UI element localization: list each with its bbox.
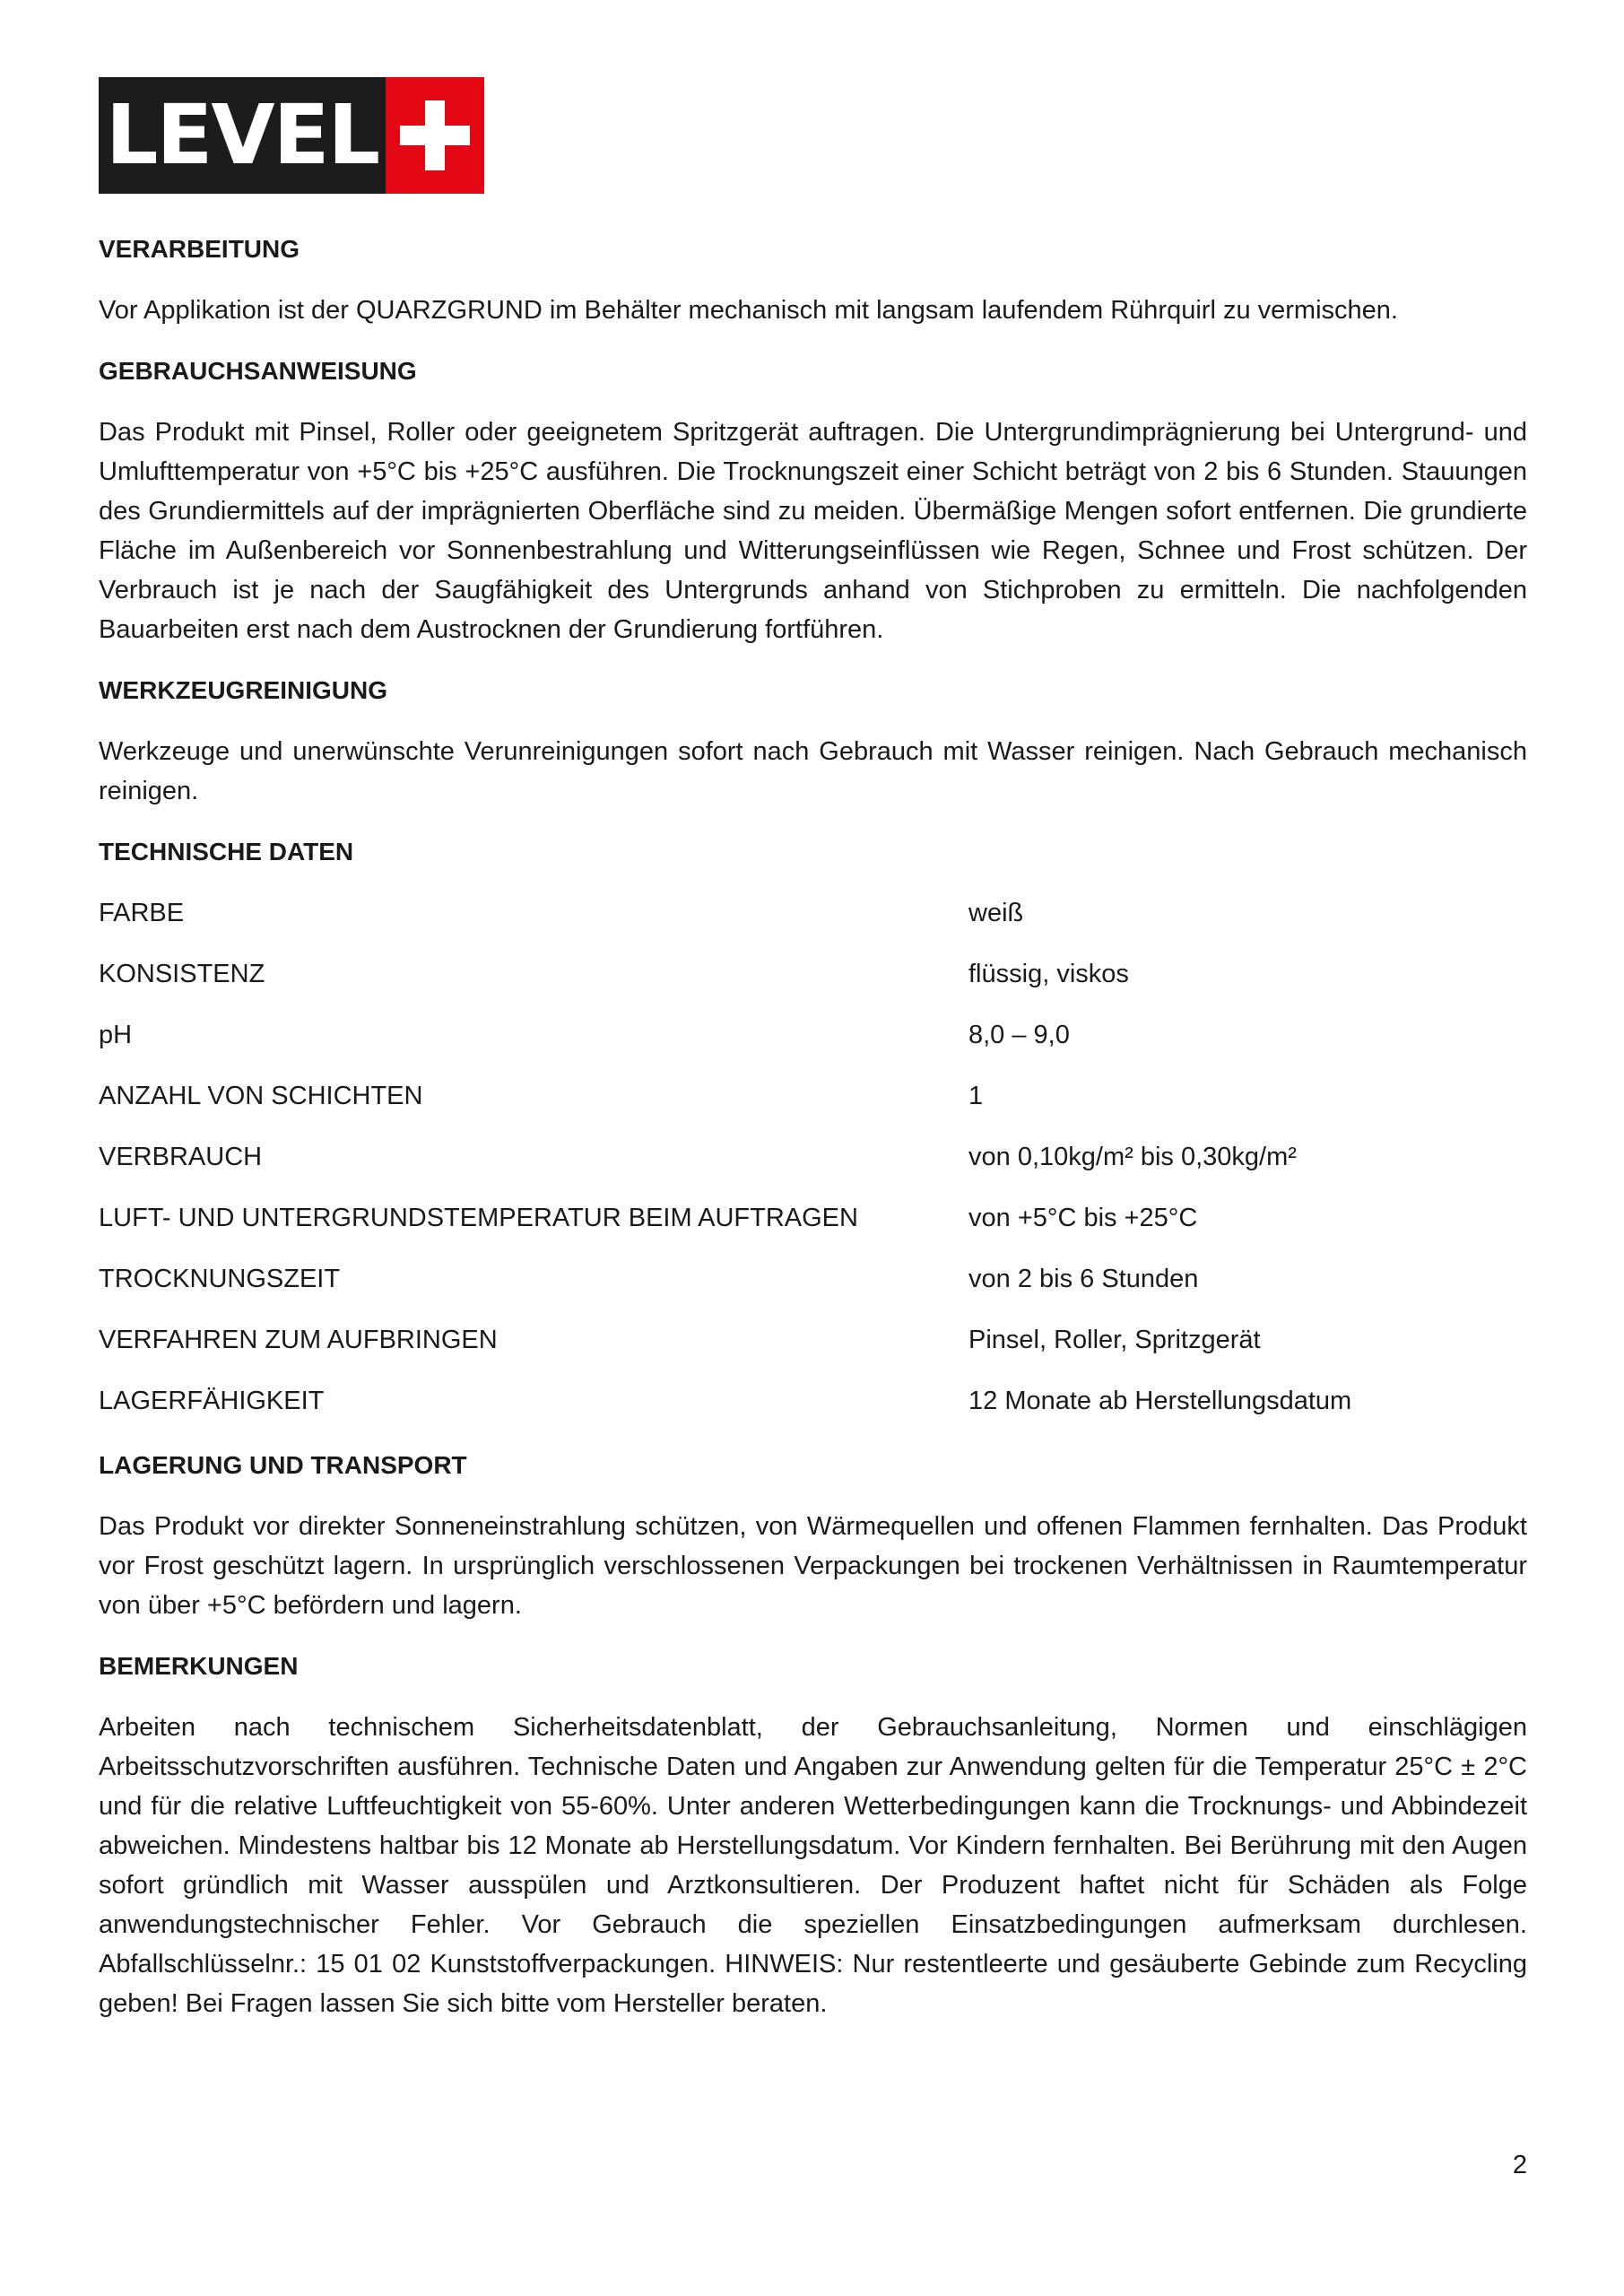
- technical-data-table: [99, 893, 1527, 1424]
- section-heading-gebrauchsanweisung: GEBRAUCHSANWEISUNG: [99, 357, 417, 385]
- tech-label: FARBE: [99, 899, 185, 927]
- table-row: [99, 1320, 1527, 1381]
- section-heading-bemerkungen: BEMERKUNGEN: [99, 1652, 299, 1680]
- tech-label: KONSISTENZ: [99, 960, 265, 988]
- tech-label: LUFT- UND UNTERGRUNDSTEMPERATUR BEIM AUFTRAGEN: [99, 1204, 858, 1232]
- tech-value: Pinsel, Roller, Spritzgerät: [968, 1326, 1261, 1354]
- tech-value: von +5°C bis +25°C: [968, 1204, 1198, 1232]
- section-heading-technische-daten: TECHNISCHE DATEN: [99, 838, 354, 865]
- tech-value: weiß: [968, 899, 1024, 927]
- section-text-verarbeitung: Vor Applikation ist der QUARZGRUND im Behälter mechanisch mit langsam laufendem Rührquirl zu vermischen.: [99, 296, 1398, 325]
- tech-label: ANZAHL VON SCHICHTEN: [99, 1082, 423, 1110]
- document-body: [99, 230, 1527, 2045]
- table-row: [99, 1015, 1527, 1076]
- table-row: [99, 954, 1527, 1015]
- tech-label: TROCKNUNGSZEIT: [99, 1265, 341, 1293]
- table-row: [99, 1137, 1527, 1198]
- section-text-lagerung: Das Produkt vor direkter Sonneneinstrahlung schützen, von Wärmequellen und offenen Flammen fernhalten. Das Produkt vor Frost geschützt lagern. In ursprünglich verschlossenen Verpackungen bei trockenen Verhältnissen in Raumtemperatur von über +5°C befördern und lagern.: [99, 1512, 1527, 1620]
- tech-label: VERBRAUCH: [99, 1143, 263, 1171]
- tech-value: 1: [968, 1082, 984, 1110]
- tech-value: flüssig, viskos: [968, 960, 1129, 988]
- section-text-werkzeugreinigung: Werkzeuge und unerwünschte Verunreinigungen sofort nach Gebrauch mit Wasser reinigen. Nach Gebrauch mechanisch reinigen.: [99, 737, 1527, 805]
- table-row: [99, 1381, 1527, 1424]
- tech-value: 8,0 – 9,0: [968, 1021, 1070, 1049]
- tech-value: 12 Monate ab Herstellungsdatum: [968, 1387, 1352, 1415]
- table-row: [99, 1198, 1527, 1259]
- table-row: [99, 1259, 1527, 1320]
- tech-label: pH: [99, 1021, 133, 1049]
- tech-value: von 0,10kg/m² bis 0,30kg/m²: [968, 1143, 1297, 1171]
- tech-label: LAGERFÄHIGKEIT: [99, 1387, 325, 1415]
- section-heading-werkzeugreinigung: WERKZEUGREINIGUNG: [99, 676, 387, 704]
- section-heading-lagerung: LAGERUNG UND TRANSPORT: [99, 1451, 467, 1479]
- section-text-bemerkungen: Arbeiten nach technischem Sicherheitsdatenblatt, der Gebrauchsanleitung, Normen und einschlägigen Arbeitsschutzvorschriften ausführen. Technische Daten und Angaben zur Anwendung gelten für die Temperatur 25°C ± 2°C und für die relative Luftfeuchtigkeit von 55-60%. Unter anderen Wetterbedingungen kann die Trocknungs- und Abbindezeit abweichen. Mindestens haltbar bis 12 Monate ab Herstellungsdatum. Vor Kindern fernhalten. Bei Berührung mit den Augen sofort gründlich mit Wasser ausspülen und Arztkonsultieren. Der Produzent haftet nicht für Schäden als Folge anwendungstechnischer Fehler. Vor Gebrauch die speziellen Einsatzbedingungen aufmerksam durchlesen. Abfallschlüsselnr.: 15 01 02 Kunststoffverpackungen. HINWEIS: Nur restentleerte und gesäuberte Gebinde zum Recycling geben! Bei Fragen lassen Sie sich bitte vom Hersteller beraten.: [99, 1713, 1527, 2018]
- section-heading-verarbeitung: VERARBEITUNG: [99, 235, 300, 263]
- section-text-gebrauchsanweisung: Das Produkt mit Pinsel, Roller oder geeignetem Spritzgerät auftragen. Die Untergrundimprägnierung bei Untergrund- und Umlufttemperatur von +5°C bis +25°C ausführen. Die Trocknungszeit einer Schicht beträgt von 2 bis 6 Stunden. Stauungen des Grundiermittels auf der imprägnierten Oberfläche sind zu meiden. Übermäßige Mengen sofort entfernen. Die grundierte Fläche im Außenbereich vor Sonnenbestrahlung und Witterungseinflüssen wie Regen, Schnee und Frost schützen. Der Verbrauch ist je nach der Saugfähigkeit des Untergrunds anhand von Stichproben zu ermitteln. Die nachfolgenden Bauarbeiten erst nach dem Austrocknen der Grundierung fortführen.: [99, 418, 1527, 644]
- table-row: [99, 893, 1527, 954]
- table-row: [99, 1076, 1527, 1137]
- plus-icon: [386, 77, 484, 194]
- brand-logo: [99, 77, 484, 194]
- tech-value: von 2 bis 6 Stunden: [968, 1265, 1199, 1293]
- page-number: 2: [1512, 2151, 1527, 2179]
- logo-wordmark: LEVEL: [99, 77, 386, 194]
- tech-label: VERFAHREN ZUM AUFBRINGEN: [99, 1326, 498, 1354]
